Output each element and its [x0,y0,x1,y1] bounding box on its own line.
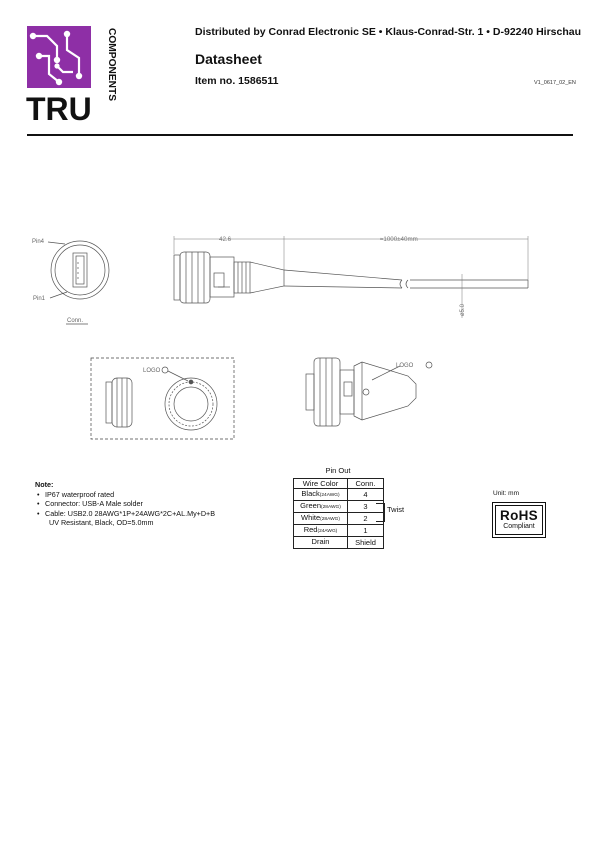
pinout-table [293,478,384,549]
rohs-compliant-badge [492,502,546,538]
pin4-label: Pin4 [32,239,45,245]
table-row [294,537,384,549]
pinout-title: Pin Out [325,466,351,475]
logo-marker-b [426,362,432,368]
conn-label: Conn. [67,318,84,324]
table-row [294,513,384,525]
wire-gauge: (28AWG) [321,505,341,511]
note-item: • Connector: USB-A Male solder [35,499,215,509]
wire-color: Drain [311,537,330,547]
notes-section [35,480,215,528]
wire-color: Green [300,501,322,511]
wire-gauge: (24AWG) [319,493,340,499]
column-header: Conn. [348,479,384,489]
logo-marker-a [162,367,168,373]
note-item: • Cable: USB2.0 28AWG*1P+24AWG*2C+AL.My+D+B [35,509,215,519]
note-continuation: UV Resistant, Black, OD=5.0mm [49,518,154,528]
dimension-lines [174,236,528,318]
conn-value: 2 [348,513,384,525]
notes-list [35,490,215,519]
twist-bracket [376,503,385,522]
wire-gauge: (24AWG) [317,529,338,535]
distributor-line: Distributed by Conrad Electronic SE • Klaus-Conrad-Str. 1 • D-92240 Hirschau [195,26,582,38]
connector-front-view [48,241,109,324]
table-row [294,501,384,513]
notes-heading: Note: [35,480,54,489]
cap-view-frame [91,358,234,439]
item-number: Item no. 1586511 [195,75,279,87]
wire-color: White [301,513,321,523]
unit-label: Unit: mm [493,490,519,497]
pin1-label: Pin1 [33,296,46,302]
note-item: • IP67 waterproof rated [35,490,215,500]
rohs-text: RoHS [500,508,538,523]
logo-callout-b: LOGO [396,363,414,369]
cable-length-dimension: ≈1000±40mm [380,236,418,243]
logo-callout-a: LOGO [143,368,161,374]
cap-front-view [165,378,217,430]
cable-diameter-dimension: ø5.0 [460,303,466,316]
table-header-row [294,479,384,489]
wire-color: Black [301,489,320,499]
logo-wordmark: TRU [26,91,92,127]
conn-value: Shield [348,537,384,549]
version-code: V1_0617_02_EN [534,80,576,86]
column-header: Wire Color [294,479,348,489]
table-row [294,525,384,537]
conn-value: 3 [348,501,384,513]
twist-label: Twist [387,505,405,514]
connector-side-view [174,252,528,303]
table-row [294,489,384,501]
wire-color: Red [303,525,318,535]
rohs-subtext: Compliant [503,523,535,530]
cap-side-view [106,378,132,427]
wire-gauge: (28AWG) [320,517,340,523]
conn-value: 4 [348,489,384,501]
page-title: Datasheet [195,51,262,67]
conn-value: 1 [348,525,384,537]
logo-subtitle: COMPONENTS [106,28,117,102]
connector-length-dimension: 42.6 [219,236,232,243]
